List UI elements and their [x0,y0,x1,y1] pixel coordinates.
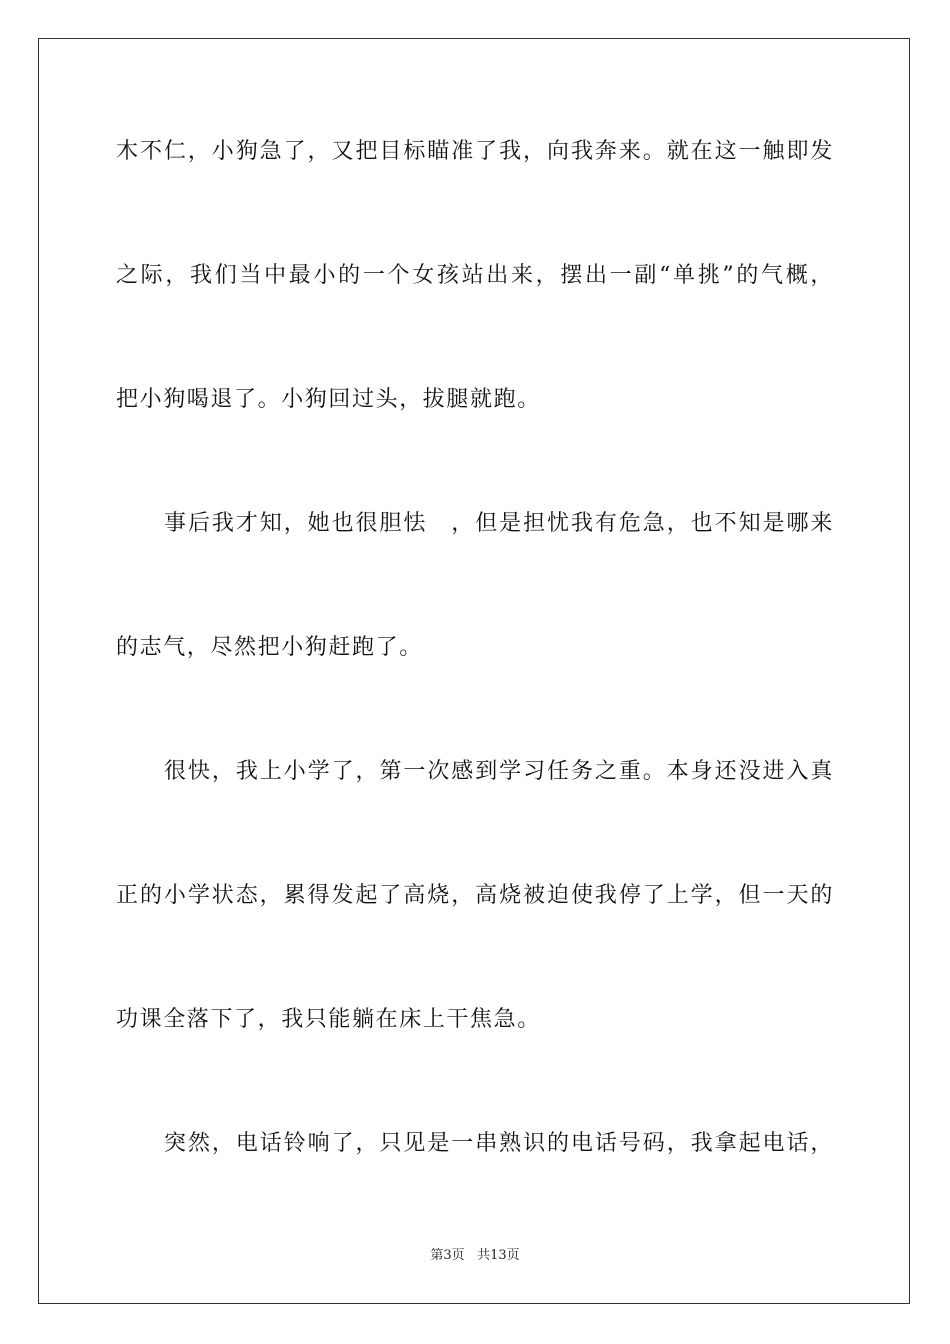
paragraph-line: 之际，我们当中最小的一个女孩站出来，摆出一副“单挑”的气概， [116,263,834,288]
paragraph-line: 事后我才知，她也很胆怯 ，但是担忧我有危急，也不知是哪来 [164,511,834,536]
paragraph-line: 木不仁，小狗急了，又把目标瞄准了我，向我奔来。就在这一触即发 [116,139,834,164]
page-total: 共13页 [477,1248,520,1263]
paragraph-line: 正的小学状态，累得发起了高烧，高烧被迫使我停了上学，但一天的 [116,883,834,908]
page-footer [0,1247,950,1265]
paragraph-line: 的志气，尽然把小狗赶跑了。 [116,635,423,660]
page-border [38,38,910,1304]
paragraph-line: 把小狗喝退了。小狗回过头，拔腿就跑。 [116,387,541,412]
paragraph-line: 突然，电话铃响了，只见是一串熟识的电话号码，我拿起电话， [164,1131,834,1156]
paragraph-line: 很快，我上小学了，第一次感到学习任务之重。本身还没进入真 [164,759,834,784]
page-number: 第3页 [430,1248,465,1263]
paragraph-line: 功课全落下了，我只能躺在床上干焦急。 [116,1007,541,1032]
